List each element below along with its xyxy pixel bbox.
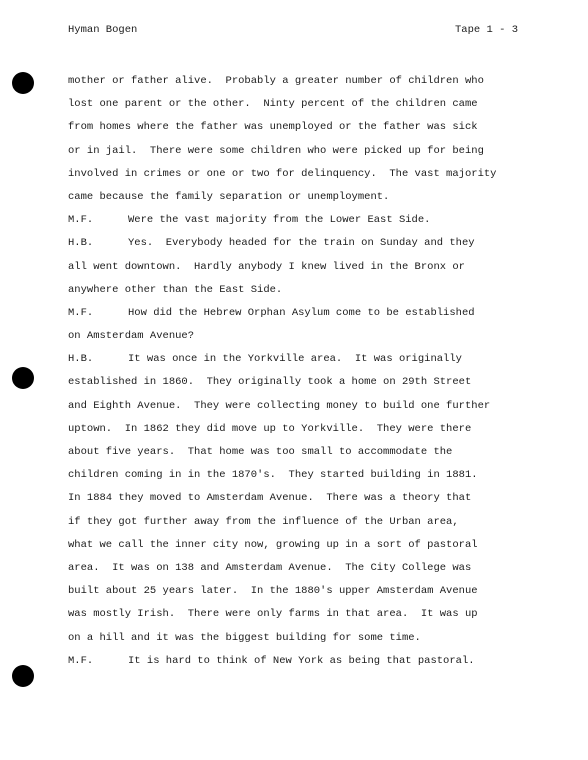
transcript-line: lost one parent or the other. Ninty percent of the children came — [68, 98, 478, 111]
speaker-label: M.F. — [68, 214, 94, 227]
transcript-line — [68, 302, 568, 325]
transcript-line: what we call the inner city now, growing up in a sort of pastoral — [68, 538, 478, 551]
transcript-line — [68, 650, 568, 673]
transcript-line: on a hill and it was the biggest building for some time. — [68, 631, 421, 644]
header-tape-number: Tape 1 - 3 — [454, 24, 518, 36]
transcript-line: In 1884 they moved to Amsterdam Avenue. There was a theory that — [68, 492, 472, 505]
transcript-line: children coming in in the 1870's. They started building in 1881. — [68, 469, 478, 482]
header-interviewee: Hyman Bogen — [68, 24, 138, 36]
transcript-line: built about 25 years later. In the 1880's upper Amsterdam Avenue — [68, 585, 478, 598]
transcript-line: area. It was on 138 and Amsterdam Avenue. The City College was — [68, 561, 472, 574]
transcript-line: came because the family separation or unemployment. — [68, 190, 390, 203]
speaker-label: M.F. — [68, 306, 94, 319]
speaker-label: M.F. — [68, 654, 94, 667]
speaker-text: Were the vast majority from the Lower East Side. — [128, 214, 431, 227]
transcript-line: involved in crimes or one or two for delinquency. The vast majority — [68, 167, 497, 180]
transcript-line: was mostly Irish. There were only farms in that area. It was up — [68, 608, 478, 621]
transcript-line: all went downtown. Hardly anybody I knew lived in the Bronx or — [68, 260, 465, 273]
speaker-text: It was once in the Yorkville area. It was originally — [128, 353, 462, 366]
transcript-line: uptown. In 1862 they did move up to Yorkville. They were there — [68, 422, 472, 435]
transcript-body — [68, 70, 568, 673]
transcript-line: if they got further away from the influence of the Urban area, — [68, 515, 459, 528]
speaker-text: How did the Hebrew Orphan Asylum come to be established — [128, 306, 475, 319]
binder-hole-bottom — [12, 665, 34, 687]
transcript-line: about five years. That home was too small to accommodate the — [68, 446, 453, 458]
transcript-line — [68, 232, 568, 255]
transcript-line: mother or father alive. Probably a greater number of children who — [68, 75, 484, 87]
speaker-text: It is hard to think of New York as being that pastoral. — [128, 654, 475, 667]
speaker-label: H.B. — [68, 237, 94, 250]
transcript-line: from homes where the father was unemployed or the father was sick — [68, 121, 478, 134]
transcript-line — [68, 348, 568, 371]
binder-hole-top — [12, 72, 34, 94]
transcript-line — [68, 209, 568, 232]
binder-hole-middle — [12, 367, 34, 389]
speaker-label: H.B. — [68, 353, 94, 366]
transcript-line: anywhere other than the East Side. — [68, 283, 283, 296]
transcript-line: on Amsterdam Avenue? — [68, 330, 195, 343]
speaker-text: Yes. Everybody headed for the train on Sunday and they — [128, 237, 475, 250]
transcript-line: or in jail. There were some children who were picked up for being — [68, 144, 484, 157]
page-header — [68, 24, 518, 36]
transcript-line: established in 1860. They originally took a home on 29th Street — [68, 376, 472, 389]
transcript-line: and Eighth Avenue. They were collecting money to build one further — [68, 399, 491, 412]
